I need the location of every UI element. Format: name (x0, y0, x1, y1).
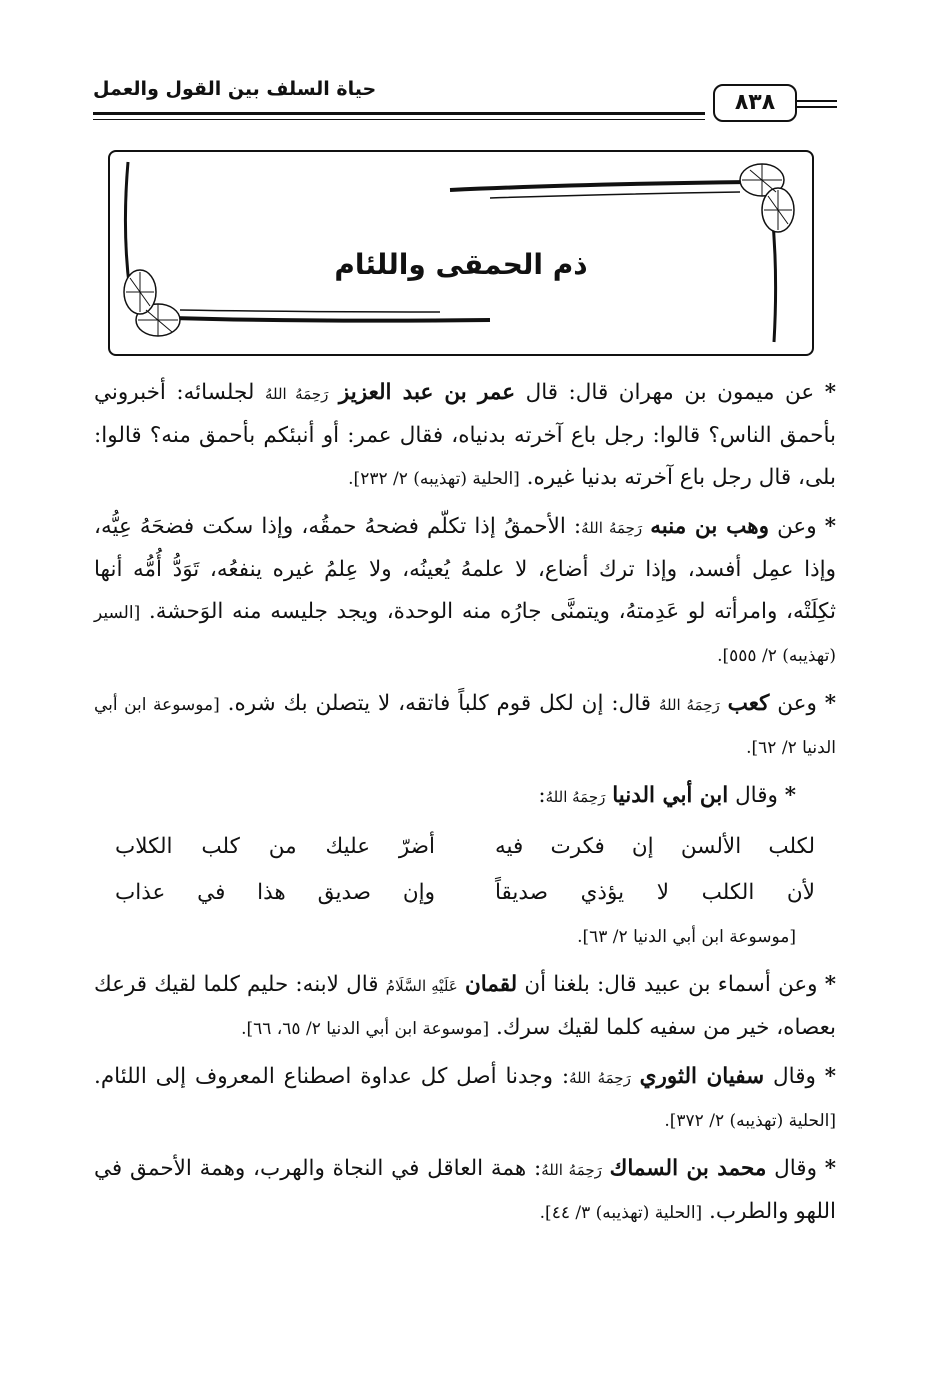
person-name: عمر بن عبد العزيز (338, 380, 516, 405)
paragraph (94, 372, 836, 500)
bullet-star: * (784, 783, 796, 808)
person-name: وهب بن منبه (650, 514, 769, 539)
text: : (538, 783, 546, 808)
chapter-title-frame (108, 150, 814, 356)
citation: [موسوعة ابن أبي الدنيا ٢/ ٦٢]. (94, 695, 836, 758)
honorific: رَحِمَهُ اللهُ (541, 1161, 602, 1179)
bullet-star: * (824, 514, 836, 539)
honorific: رَحِمَهُ اللهُ (545, 788, 606, 806)
text: عن ميمون بن مهران قال: قال (525, 380, 815, 405)
bullet-star: * (824, 1064, 836, 1089)
text: وقال (773, 1064, 816, 1089)
text: لجلسائه: أخبروني بأحمق الناس؟ قالوا: رجل باع آخرته بدنياه، فقال عمر: أو أنبئكم بأحمق منه؟ قالوا: بلى، قال رجل باع آخرته بدنيا غيره. (94, 380, 836, 490)
honorific: رَحِمَهُ اللهُ (264, 385, 329, 403)
person-name: لقمان (464, 972, 518, 997)
text: وعن أسماء بن عبيد قال: بلغنا أن (524, 972, 818, 997)
hemistich-first: لأن الكلب لا يؤذي صديقاً (495, 880, 815, 905)
hemistich-first: لكلب الألسن إن فكرت فيه (495, 834, 815, 859)
paragraph (94, 1056, 836, 1142)
text: : همة العاقل في النجاة والهرب، وهمة الأحمق في اللهو والطرب. (94, 1156, 836, 1224)
honorific: رَحِمَهُ اللهُ (658, 696, 720, 714)
poem-verse (115, 824, 815, 870)
bullet-star: * (824, 972, 837, 997)
paragraph (94, 683, 836, 769)
header-rule-thin (93, 119, 705, 120)
honorific: رَحِمَهُ اللهُ (581, 519, 643, 537)
bullet-star: * (824, 691, 837, 716)
text: : وجدنا أصل كل عداوة اصطناع المعروف إلى اللئام. (94, 1064, 570, 1089)
page-body (94, 372, 836, 1240)
hemistich-second: وإن صديق هذا في عذاب (115, 880, 435, 905)
citation: [الحلية (تهذيبه) ٢/ ٣٧٢]. (664, 1111, 836, 1131)
header-rule-right (797, 100, 837, 102)
text: وقال (735, 783, 778, 808)
bullet-star: * (824, 1156, 836, 1181)
citation: [موسوعة ابن أبي الدنيا ٢/ ٦٥، ٦٦]. (241, 1019, 490, 1039)
page-number: ٨٣٨ (713, 84, 797, 122)
poem-intro (94, 775, 836, 818)
chapter-title: ذم الحمقى واللئام (334, 248, 588, 281)
text: قال لابنه: حليم كلما لقيك قرعك بعصاه، خير من سفيه كلما لقيك سرك. (94, 972, 836, 1040)
text: : الأحمقُ إذا تكلّم فضحهُ حمقُه، وإذا سكت فضحَهُ عِيُّه، وإذا عمِل أفسد، وإذا ترك أضاع، لا علمهُ يُعينُه، ولا عِلمُ غيره ينفعُه، تَوَدُّ أُمُّه أنها ثكِلَتْه، وامرأته لو عَدِمتهُ، ويتمنَّى جارُه منه الوحدة، ويجد جليسه منه الوَحشة. (94, 514, 836, 624)
header-rule-right-2 (797, 106, 837, 108)
page-header (93, 70, 838, 120)
person-name: ابن أبي الدنيا (612, 783, 729, 808)
text: وعن (777, 691, 817, 716)
paragraph (94, 1148, 836, 1234)
hemistich-second: أضرّ عليك من كلب الكلاب (115, 834, 435, 859)
header-rule (93, 112, 705, 115)
person-name: كعب (727, 691, 770, 716)
book-title: حياة السلف بين القول والعمل (93, 78, 377, 100)
citation: [الحلية (تهذيبه) ٣/ ٤٤]. (539, 1203, 703, 1223)
citation: [الحلية (تهذيبه) ٢/ ٢٣٢]. (348, 469, 520, 489)
poem (115, 824, 815, 916)
text: وعن (777, 514, 817, 539)
paragraph (94, 964, 836, 1050)
honorific: رَحِمَهُ اللهُ (569, 1069, 631, 1087)
honorific: عَلَيْهِ السَّلَامُ (385, 977, 458, 995)
citation: [موسوعة ابن أبي الدنيا ٢/ ٦٣]. (577, 927, 796, 947)
bullet-star: * (824, 380, 836, 405)
person-name: محمد بن السماك (609, 1156, 767, 1181)
poem-verse (115, 870, 815, 916)
paragraph (94, 506, 836, 677)
citation: [السير (تهذيبه) ٢/ ٥٥٥]. (94, 603, 836, 666)
text: قال: إن لكل قوم كلباً فاتقه، لا يتصلن بك شره. (227, 691, 652, 716)
person-name: سفيان الثوري (639, 1064, 765, 1089)
text: وقال (774, 1156, 817, 1181)
